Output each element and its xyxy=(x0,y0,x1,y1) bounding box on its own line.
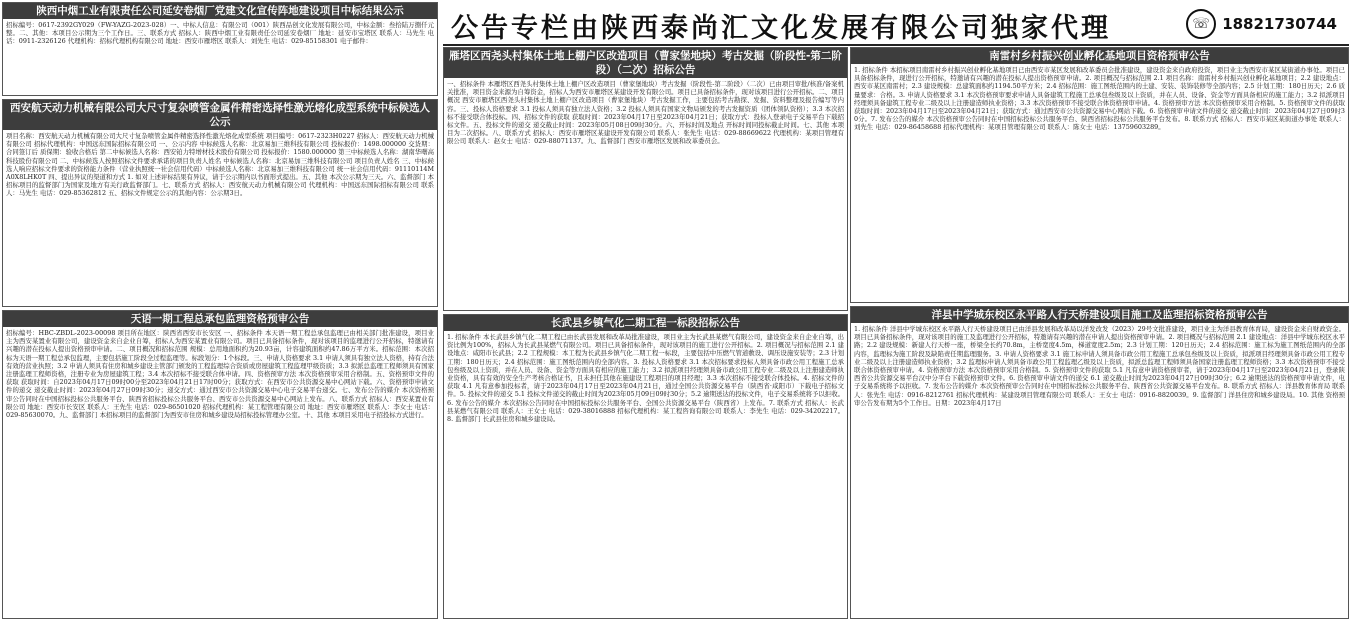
notice-title: 天语一期工程总承包监理资格预审公告 xyxy=(3,311,437,327)
notice-title: 陕西中烟工业有限责任公司延安卷烟厂党建文化宣传阵地建设项目中标结果公示 xyxy=(3,3,437,19)
column-banner xyxy=(443,4,1349,46)
notice-body: 招标编号：0617-2392GY029（FW-YAZG-2023-028）一、中标人信息：有限公司（001）陕西品创文化发展有限公司，中标金额：叁拾陆万捌仟元整。二、其他：本项目公示期为三个工作日。三、联系方式 招标人：陕西中烟工业有限责任公司延安卷烟厂 地址：延安市宝塔区 联系人：马先生 电话：0911-2326126 代理机构：招标代理机构有限公司 地址：西安市雁塔区 联系人：刘先生 电话：029-85158301 电子邮件： xyxy=(6,21,434,46)
notice-body: 招标编号：HBC-ZBDL-2023-00098 项目所在地区：陕西省西安市长安区 一、招标条件 本天语一期工程总承包监理已由相关部门批准建设，项目业主为西安某置业有限公司，建设资金来自企业自筹，招标人为西安某置业有限公司。项目已具备招标条件，现对该项目的监理进行公开招标，特邀请有兴趣的潜在投标人提出资格预审申请。二、项目概况和招标范围 规模：总用地面积约为20.93亩，计容建筑面积约47.86万平方米。招标范围：本次招标为天语一期工程总承包监理，主要包括施工阶段全过程监理等。标段划分：1个标段。三、申请人资格要求 3.1 申请人须具有独立法人资格，持有合法有效的营业执照；3.2 申请人须具有住房和城乡建设主管部门颁发的工程监理综合资质或房屋建筑工程监理甲级资质；3.3 拟派总监理工程师须具有国家注册监理工程师资格，注册专业为房屋建筑工程；3.4 本次招标不接受联合体申请。四、资格预审方法 本次资格预审采用合格制。五、资格预审文件的获取 获取时间：自2023年04月17日09时00分至2023年04月21日17时00分；获取方式：在西安市公共资源交易中心网站下载。六、资格预审申请文件的递交 递交截止时间：2023年04月27日09时30分；递交方式：通过西安市公共资源交易中心电子交易平台递交。七、发布公告的媒介 本次资格预审公告同时在中国招标投标公共服务平台、陕西省招标投标公共服务平台、西安市公共资源交易中心网站上发布。八、联系方式 招标人：西安某置业有限公司 地址：西安市长安区 联系人：王先生 电话：029-86501020 招标代理机构：某工程管理有限公司 地址：西安市雁塔区 联系人：李女士 电话：029-85630070。九、监督部门 本招标项目的监督部门为西安市住房和城乡建设局招标投标管理办公室。十、其他 本项目采用电子招投标方式进行。 xyxy=(6,329,434,420)
notice-title: 南雷村乡村振兴创业孵化基地项目资格预审公告 xyxy=(851,48,1348,64)
notice-body: 1. 招标条件 本长武县乡镇气化二期工程已由长武县发展和改革局批准建设，项目业主为长武县某燃气有限公司，建设资金来自企业自筹，出资比例为100%，招标人为长武县某燃气有限公司。项目已具备招标条件，现对该项目的施工进行公开招标。2. 项目概况与招标范围 2.1 建设地点：咸阳市长武县；2.2 工程规模：本工程为长武县乡镇气化二期工程一标段，主要包括中压燃气管道敷设、调压设施安装等；2.3 计划工期：180日历天；2.4 招标范围：施工图纸范围内的全部内容。3. 投标人资格要求 3.1 本次招标要求投标人须具备市政公用工程施工总承包叁级及以上资质，并在人员、设备、资金等方面具有相应的施工能力；3.2 拟派项目经理须具备市政公用工程专业二级及以上注册建造师执业资格，具有有效的安全生产考核合格证书，且未担任其他在施建设工程项目的项目经理；3.3 本次招标不接受联合体投标。4. 招标文件的获取 4.1 凡有意参加投标者，请于2023年04月17日至2023年04月21日，通过全国公共资源交易平台（陕西省·咸阳市）下载电子招标文件。5. 投标文件的递交 5.1 投标文件递交的截止时间为2023年05月09日09时30分；5.2 逾期送达的投标文件，电子交易系统将予以拒收。6. 发布公告的媒介 本次招标公告同时在中国招标投标公共服务平台、全国公共资源交易平台（陕西省）上发布。7. 联系方式 招标人：长武县某燃气有限公司 联系人：王女士 电话：029-38016888 招标代理机构：某工程咨询有限公司 联系人：李先生 电话：029-34202217。8. 监督部门 长武县住房和城乡建设局。 xyxy=(447,333,844,424)
notice-changwu-gas xyxy=(443,314,848,619)
notice-title: 西安航天动力机械有限公司大尺寸复杂喷管金属件精密选择性激光熔化成型系统中标候选人公示 xyxy=(3,100,437,130)
notice-aerospace-power xyxy=(2,99,438,307)
notice-body: 1. 招标条件 本招标项目南雷村乡村振兴创业孵化基地项目已由西安市某区发展和改革委员会批准建设，建设资金来自政府投资，项目业主为西安市某区某街道办事处。项目已具备招标条件，现进行公开招标，特邀请有兴趣的潜在投标人提出资格预审申请。2. 项目概况与招标范围 2.1 项目名称：南雷村乡村振兴创业孵化基地项目；2.2 建设地点：西安市某区南雷村；2.3 建设规模：总建筑面积约1194.50平方米；2.4 招标范围：施工图纸范围内的土建、安装、装饰装修等全部内容；2.5 计划工期：180日历天；2.6 质量要求：合格。3. 申请人资格要求 3.1 本次资格预审要求申请人具备建筑工程施工总承包叁级及以上资质，并在人员、设备、资金等方面具备相应的施工能力；3.2 拟派项目经理须具备建筑工程专业二级及以上注册建造师执业资格；3.3 本次资格预审不接受联合体资格预审申请。4. 资格预审方法 本次资格预审采用合格制。5. 资格预审文件的获取 获取时间：2023年04月17日至2023年04月21日；获取方式：通过西安市公共资源交易中心网站下载。6. 资格预审申请文件的递交 递交截止时间：2023年04月27日09时30分。7. 发布公告的媒介 本次资格预审公告同时在中国招标投标公共服务平台、陕西省招标投标公共服务平台发布。8. 联系方式 招标人：西安市某区某街道办事处 联系人：刘先生 电话：029-86458688 招标代理机构：某项目管理有限公司 联系人：陈女士 电话：13759603289。 xyxy=(854,66,1345,132)
notice-title: 长武县乡镇气化二期工程一标段招标公告 xyxy=(444,315,847,331)
notice-body: 项目名称：西安航天动力机械有限公司大尺寸复杂喷管金属件精密选择性激光熔化成型系统 项目编号：0617-2323H0227 招标人：西安航天动力机械有限公司 招标代理机构：中国远东国际招标有限公司 一、公示内容 中标候选人名称：北京易加三维科技有限公司 投标报价：1498.000000 交货期：合同签订后 质保期：验收合格后 第二中标候选人名称：西安铂力特增材技术股份有限公司 投标报价：1580.000000 第三中标候选人名称：湖南华曙高科技股份有限公司 二、中标候选人按照招标文件要求承诺的项目负责人姓名 中标候选人名称：北京易加三维科技有限公司 项目负责人姓名 三、中标候选人响应招标文件要求的资格能力条件（营业执照统一社会信用代码）中标候选人名称：北京易加三维科技有限公司 统一社会信用代码：91110114MA0X8LHK0T 四、提出异议的渠道和方式 1. 如对上述评标结果有异议，请于公示期内以书面形式提出。五、其他 本次公示期为三天。六、监督部门 本招标项目的监督部门为国家及地方有关行政监督部门。七、联系方式 招标人：西安航天动力机械有限公司 代理机构：中国远东国际招标有限公司 联系人：马先生 电话：029-85362812 五、招标文件规定公示的其他内容：公示期3日。 xyxy=(6,132,434,198)
notice-yangxian-bridge xyxy=(850,306,1349,619)
notice-yanan-tobacco xyxy=(2,2,438,96)
notice-yanta-archaeology xyxy=(443,47,848,311)
notice-body: 1. 招标条件 洋县中学城东校区永平路人行天桥建设项目已由洋县发展和改革局以洋发改发（2023）29号文批准建设，项目业主为洋县教育体育局，建设资金来自财政资金。项目已具备招标条件，现对该项目的施工及监理进行公开招标，特邀请有兴趣的潜在申请人提出资格预审申请。2. 项目概况与招标范围 2.1 建设地点：洋县中学城东校区永平路；2.2 建设规模：新建人行天桥一座，桥梁全长约70.8m，主桥宽度4.5m，梯道宽度2.5m；2.3 计划工期：120日历天；2.4 招标范围：施工标为施工图纸范围内的全部内容，监理标为施工阶段及缺陷责任期监理服务。3. 申请人资格要求 3.1 施工标申请人须具备市政公用工程施工总承包叁级及以上资质，拟派项目经理须具备市政公用工程专业二级及以上注册建造师执业资格；3.2 监理标申请人须具备市政公用工程监理乙级及以上资质，拟派总监理工程师须具备国家注册监理工程师资格；3.3 本次资格预审不接受联合体资格预审申请。4. 资格预审方法 本次资格预审采用合格制。5. 资格预审文件的获取 5.1 凡有意申请资格预审者，请于2023年04月17日至2023年04月21日，登录陕西省公共资源交易平台汉中分平台下载资格预审文件。6. 资格预审申请文件的递交 6.1 递交截止时间为2023年04月27日09时30分；6.2 逾期送达的资格预审申请文件，电子交易系统将予以拒收。7. 发布公告的媒介 本次资格预审公告同时在中国招标投标公共服务平台、陕西省公共资源交易平台发布。8. 联系方式 招标人：洋县教育体育局 联系人：张先生 电话：0916-8212761 招标代理机构：某建设项目管理有限公司 联系人：王女士 电话：0916-8820039。9. 监督部门 洋县住房和城乡建设局。10. 其他 资格预审公告发布期为5个工作日。日期：2023年4月17日 xyxy=(854,325,1345,407)
notice-tianyu-supervision xyxy=(2,310,438,619)
phone-icon: ☏ xyxy=(1186,9,1216,39)
notice-nanlei-incubator xyxy=(850,47,1349,303)
banner-title: 公告专栏由陕西泰尚汇文化发展有限公司独家代理 xyxy=(451,13,1111,44)
notice-body: 一、招标条件 本雁塔区西尧头村集体土地上棚户区改造项目（曹家堡地块）考古发掘（阶段性-第二阶段）（二次）已由项目审批/核准/备案机关批准，项目资金来源为自筹资金，招标人为西安市雁塔区某建设开发有限公司。项目已具备招标条件，现对该项目进行公开招标。二、项目概况 西安市雁塔区西尧头村集体土地上棚户区改造项目（曹家堡地块）考古发掘工作，主要包括考古勘探、发掘、资料整理及报告编写等内容。三、投标人资格要求 3.1 投标人须具有独立法人资格；3.2 投标人须具有国家文物局颁发的考古发掘资质（团体领队资格）；3.3 本次招标不接受联合体投标。四、招标文件的获取 获取时间：2023年04月17日至2023年04月21日；获取方式：投标人登录电子交易平台下载招标文件。五、投标文件的递交 递交截止时间：2023年05月08日09时30分。六、开标时间及地点 开标时间同投标截止时间。七、其他 本项目为二次招标。八、联系方式 招标人：西安市雁塔区某建设开发有限公司 联系人：张先生 电话：029-88669622 代理机构：某项目管理有限公司 联系人：赵女士 电话：029-88071137。九、监督部门 西安市雁塔区发展和改革委员会。 xyxy=(447,80,844,146)
banner-phone: 18821730744 xyxy=(1222,15,1337,33)
notice-title: 洋县中学城东校区永平路人行天桥建设项目施工及监理招标资格预审公告 xyxy=(851,307,1348,323)
notice-title: 雁塔区西尧头村集体土地上棚户区改造项目（曹家堡地块）考古发掘（阶段性-第二阶段）（二次）招标公告 xyxy=(444,48,847,78)
banner-contact xyxy=(1186,9,1337,39)
